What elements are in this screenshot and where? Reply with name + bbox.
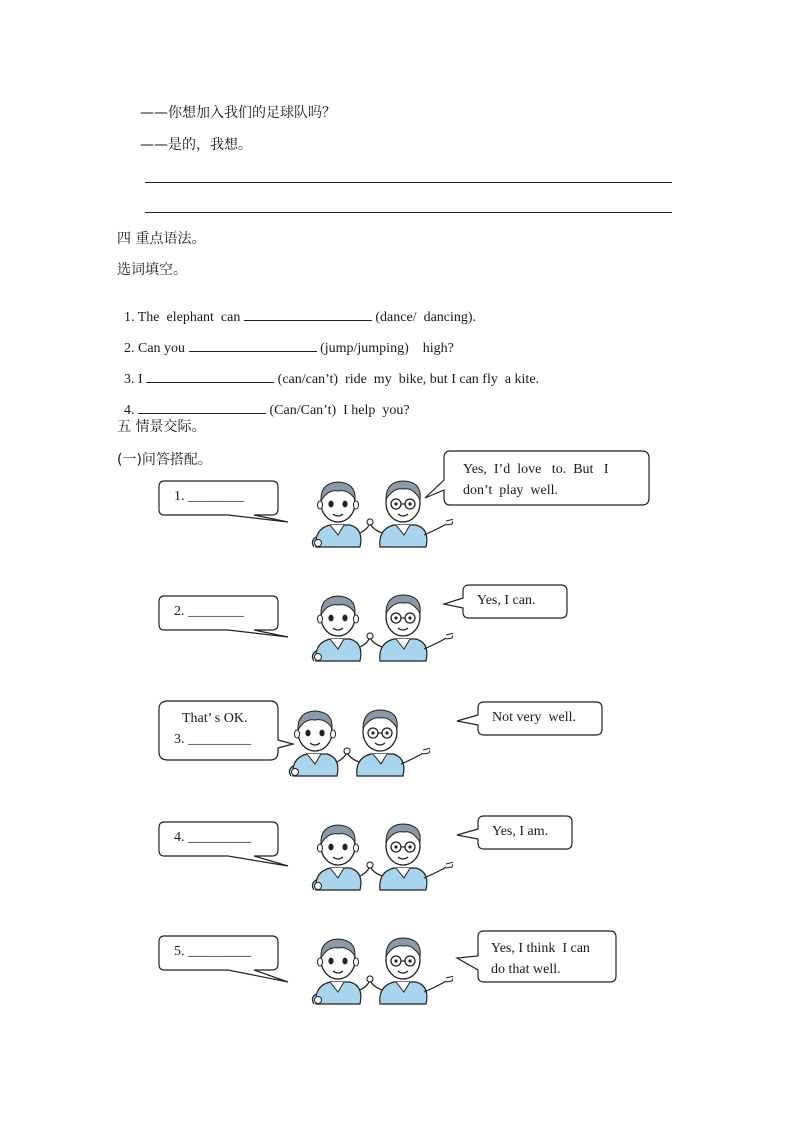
dialogue-4-left-text[interactable]: 4. _________: [174, 830, 251, 845]
dialogue-2-kids-illustration: [308, 591, 453, 667]
translation-line-2: ——是的，我想。: [140, 137, 252, 153]
translation-line-1: ——你想加入我们的足球队吗？: [140, 105, 336, 121]
grammar-item-4-suffix: (Can/Can’t) I help you?: [266, 403, 410, 418]
dialogue-5-kids-illustration: [308, 934, 453, 1010]
grammar-item-1-suffix: (dance/ dancing).: [371, 310, 477, 325]
grammar-item-3-suffix: (can/can’t) ride my bike, but I can fly a kite.: [274, 372, 540, 387]
grammar-blank-3[interactable]: [146, 369, 274, 383]
dialogue-2-left-text[interactable]: 2. ________: [174, 604, 244, 619]
grammar-item-4-prefix: 4.: [124, 403, 138, 418]
grammar-item-4: [117, 384, 410, 419]
section-4-title: 四 重点语法。: [117, 231, 206, 247]
grammar-item-2-suffix: (jump/jumping) high?: [316, 341, 454, 356]
dialogue-3-kids-illustration: [285, 706, 430, 782]
dialogue-4-kids-illustration: [308, 820, 453, 896]
dialogue-1-right-text: Yes, I’d love to. But I don’t play well.: [463, 462, 609, 498]
grammar-item-3-prefix: 3. I: [124, 372, 147, 387]
dialogue-3-right-text: Not very well.: [492, 710, 576, 725]
grammar-item-2: [117, 322, 454, 357]
dialogue-1-left-text[interactable]: 1. ________: [174, 489, 244, 504]
grammar-item-1-prefix: 1. The elephant can: [124, 310, 244, 325]
section-5-title: 五 情景交际。: [117, 419, 206, 435]
grammar-item-1: [117, 291, 476, 326]
grammar-blank-2[interactable]: [189, 338, 317, 352]
dialogue-5-right-text: Yes, I think I can do that well.: [491, 941, 590, 977]
grammar-item-2-prefix: 2. Can you: [124, 341, 189, 356]
dialogue-3-left-top-text: That’ s OK.: [182, 711, 248, 726]
answer-line-1[interactable]: [145, 182, 672, 183]
grammar-blank-1[interactable]: [244, 307, 372, 321]
grammar-item-3: [117, 353, 539, 388]
section-4-instruction: 选词填空。: [117, 262, 187, 278]
dialogue-2-right-text: Yes, I can.: [477, 593, 536, 608]
section-5-subtitle: (一)问答搭配。: [117, 452, 212, 468]
dialogue-3-left-text[interactable]: 3. _________: [174, 732, 251, 747]
dialogue-5-left-text[interactable]: 5. _________: [174, 944, 251, 959]
dialogue-4-right-text: Yes, I am.: [492, 824, 549, 839]
dialogue-3-left-bubble: [158, 700, 298, 762]
grammar-blank-4[interactable]: [138, 400, 266, 414]
answer-line-2[interactable]: [145, 212, 672, 213]
dialogue-5-left-bubble: [158, 935, 293, 985]
